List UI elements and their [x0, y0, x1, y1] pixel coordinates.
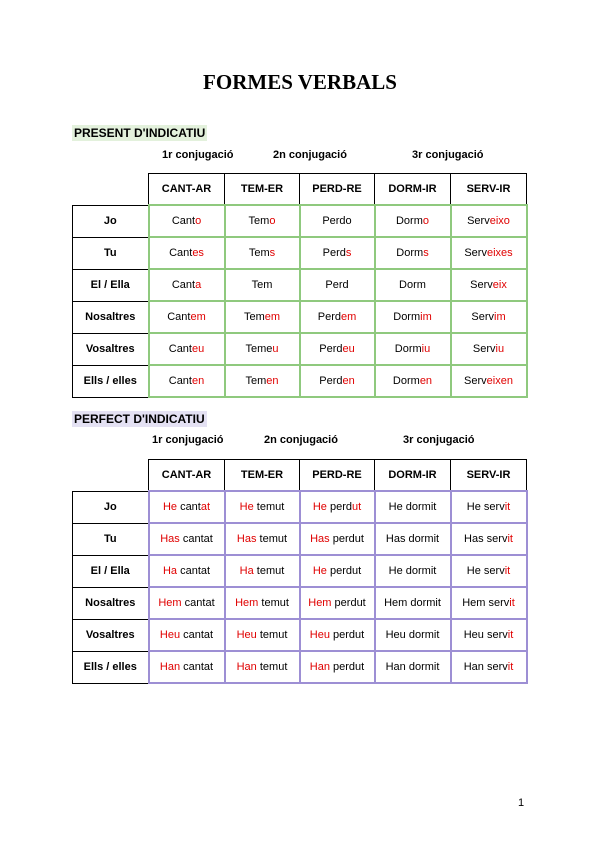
verb-stem: Cant: [171, 279, 196, 291]
verb-ending: iu: [421, 343, 431, 355]
verb-header: TEM-ER: [225, 174, 300, 206]
table-row: [73, 205, 527, 237]
verb-form-cell: [149, 491, 225, 523]
pronoun-cell: Tu: [73, 237, 149, 269]
verb-form-cell: [225, 269, 300, 301]
participle: temut: [259, 533, 288, 545]
verb-stem: Perd: [322, 247, 346, 259]
auxiliary-verb: Hem: [308, 597, 332, 609]
verb-stem: Tem: [251, 279, 273, 291]
verb-ending: u: [272, 343, 279, 355]
verb-form-cell: [375, 555, 451, 587]
verb-stem: Perdo: [322, 215, 352, 227]
pronoun-cell: Tu: [73, 523, 149, 555]
auxiliary-verb: Ha: [162, 565, 178, 577]
pronoun-cell: El / Ella: [73, 555, 149, 587]
verb-stem: Dorm: [399, 279, 426, 291]
verb-stem: Dorm: [396, 247, 424, 259]
verb-form-cell: [225, 491, 300, 523]
participle: Has serv: [464, 533, 508, 545]
verb-form-cell: [300, 587, 375, 619]
participle: He dormit: [388, 501, 437, 513]
verb-ending: em: [190, 311, 206, 323]
pronoun-cell: Vosaltres: [73, 333, 149, 365]
verb-form-cell: [451, 491, 527, 523]
verb-stem: Perd: [317, 311, 341, 323]
verb-stem: Serv: [471, 311, 494, 323]
verb-stem: Perd: [325, 279, 349, 291]
verb-ending: eix: [492, 279, 507, 291]
table-row: [73, 269, 527, 301]
participle: Heu dormit: [385, 629, 440, 641]
auxiliary-verb: Hem: [235, 597, 259, 609]
verb-form-cell: [375, 523, 451, 555]
participle: Han serv: [463, 661, 508, 673]
present-conj-1: 1r conjugació: [162, 149, 234, 161]
verb-form-cell: [451, 619, 527, 651]
verb-stem: Tem: [248, 215, 270, 227]
verb-form-cell: [225, 523, 300, 555]
participle-ending: it: [509, 597, 515, 609]
verb-stem: Cant: [169, 247, 193, 259]
participle-ending: it: [504, 501, 511, 513]
present-header-row: [73, 174, 527, 206]
verb-stem: Serv: [467, 215, 490, 227]
participle: perdut: [334, 597, 366, 609]
verb-ending: o: [422, 215, 429, 227]
participle: temut: [256, 501, 285, 513]
participle-ending: ut: [351, 501, 362, 513]
verb-header: DORM-IR: [375, 460, 451, 492]
auxiliary-verb: Han: [159, 661, 181, 673]
present-conj-2: 2n conjugació: [273, 149, 347, 161]
verb-form-cell: [375, 619, 451, 651]
perfect-header-row: [73, 460, 527, 492]
verb-form-cell: [225, 205, 300, 237]
participle: cantat: [183, 661, 214, 673]
participle: temut: [261, 597, 289, 609]
verb-ending: s: [345, 247, 352, 259]
verb-form-cell: [149, 333, 225, 365]
verb-ending: en: [342, 375, 355, 387]
verb-stem: Tem: [245, 375, 267, 387]
verb-form-cell: [149, 365, 225, 397]
verb-header: SERV-IR: [451, 174, 527, 206]
verb-stem: Serv: [470, 279, 493, 291]
verb-form-cell: [225, 333, 300, 365]
verb-form-cell: [451, 205, 527, 237]
verb-form-cell: [451, 555, 527, 587]
verb-form-cell: [300, 491, 375, 523]
auxiliary-verb: Heu: [309, 629, 330, 641]
participle: Has dormit: [385, 533, 440, 545]
table-row: [73, 523, 527, 555]
auxiliary-verb: Has: [160, 533, 180, 545]
verb-form-cell: [451, 365, 527, 397]
verb-form-cell: [225, 619, 300, 651]
page-number: 1: [518, 797, 525, 809]
verb-form-cell: [149, 587, 225, 619]
verb-form-cell: [300, 555, 375, 587]
pronoun-cell: Ells / elles: [73, 651, 149, 683]
verb-ending: en: [266, 375, 279, 387]
verb-form-cell: [451, 301, 527, 333]
verb-form-cell: [375, 237, 451, 269]
table-row: [73, 651, 527, 683]
verb-stem: Dorm: [393, 311, 421, 323]
verb-form-cell: [225, 237, 300, 269]
participle: cant: [180, 501, 201, 513]
verb-ending: iu: [495, 343, 505, 355]
verb-form-cell: [375, 587, 451, 619]
verb-form-cell: [451, 587, 527, 619]
auxiliary-verb: Heu: [159, 629, 181, 641]
verb-form-cell: [149, 523, 225, 555]
table-row: [73, 237, 527, 269]
verb-form-cell: [225, 365, 300, 397]
verb-header: TEM-ER: [225, 460, 300, 492]
verb-form-cell: [225, 555, 300, 587]
table-row: [73, 301, 527, 333]
perfect-conj-1: 1r conjugació: [152, 434, 224, 446]
table-row: [73, 491, 527, 523]
verb-form-cell: [300, 365, 375, 397]
verb-header: PERD-RE: [300, 460, 375, 492]
verb-stem: Cant: [171, 215, 196, 227]
verb-stem: Teme: [245, 343, 273, 355]
auxiliary-verb: Hem: [158, 597, 182, 609]
verb-stem: Tem: [243, 311, 265, 323]
participle: cantat: [184, 597, 215, 609]
verb-stem: Perd: [319, 375, 343, 387]
verb-stem: Dorm: [394, 343, 422, 355]
participle: temut: [256, 565, 285, 577]
pronoun-cell: Nosaltres: [73, 587, 149, 619]
verb-ending: eixo: [489, 215, 510, 227]
verb-form-cell: [300, 205, 375, 237]
participle: Heu serv: [463, 629, 508, 641]
pronoun-cell: Nosaltres: [73, 301, 149, 333]
verb-ending: o: [195, 215, 202, 227]
verb-form-cell: [375, 205, 451, 237]
empty-corner: [73, 174, 149, 206]
pronoun-cell: Ells / elles: [73, 365, 149, 397]
verb-form-cell: [375, 301, 451, 333]
pronoun-cell: Jo: [73, 205, 149, 237]
verb-form-cell: [451, 333, 527, 365]
perfect-conj-3: 3r conjugació: [403, 434, 475, 446]
present-table: [72, 173, 528, 398]
pronoun-cell: Vosaltres: [73, 619, 149, 651]
verb-form-cell: [225, 301, 300, 333]
perfect-conj-2: 2n conjugació: [264, 434, 338, 446]
verb-ending: em: [340, 311, 357, 323]
table-row: [73, 365, 527, 397]
verb-ending: im: [494, 311, 506, 323]
auxiliary-verb: Has: [236, 533, 257, 545]
verb-form-cell: [149, 301, 225, 333]
participle-ending: it: [507, 629, 514, 641]
verb-form-cell: [300, 619, 375, 651]
verb-header: SERV-IR: [451, 460, 527, 492]
participle: cantat: [180, 565, 211, 577]
verb-form-cell: [375, 491, 451, 523]
verb-ending: eixes: [486, 247, 513, 259]
verb-form-cell: [300, 651, 375, 683]
verb-stem: Serv: [464, 375, 487, 387]
empty-corner: [73, 460, 149, 492]
verb-ending: eu: [192, 343, 205, 355]
verb-stem: Serv: [472, 343, 496, 355]
verb-form-cell: [149, 651, 225, 683]
verb-stem: Serv: [464, 247, 487, 259]
participle: temut: [259, 661, 288, 673]
verb-ending: en: [419, 375, 433, 387]
auxiliary-verb: Has: [310, 533, 330, 545]
present-section-label: PRESENT D'INDICATIU: [74, 126, 206, 140]
verb-form-cell: [149, 619, 225, 651]
verb-form-cell: [451, 523, 527, 555]
participle-ending: it: [504, 565, 511, 577]
verb-form-cell: [300, 301, 375, 333]
verb-form-cell: [149, 237, 225, 269]
verb-stem: Dorm: [392, 375, 420, 387]
participle: Hem dormit: [384, 597, 441, 609]
participle: He serv: [466, 501, 505, 513]
verb-ending: s: [423, 247, 429, 259]
participle: Han dormit: [385, 661, 440, 673]
verb-ending: en: [192, 375, 205, 387]
verb-form-cell: [300, 523, 375, 555]
participle-ending: it: [507, 533, 513, 545]
auxiliary-verb: Han: [236, 661, 257, 673]
verb-ending: es: [192, 247, 204, 259]
verb-header: PERD-RE: [300, 174, 375, 206]
participle: perdut: [333, 629, 365, 641]
verb-header: DORM-IR: [375, 174, 451, 206]
perfect-table: [72, 459, 528, 684]
verb-header: CANT-AR: [149, 460, 225, 492]
verb-stem: Cant: [168, 343, 192, 355]
verb-stem: Perd: [319, 343, 343, 355]
participle: Hem serv: [462, 597, 510, 609]
participle-ending: at: [200, 501, 211, 513]
table-row: [73, 555, 527, 587]
participle: perdut: [332, 533, 364, 545]
verb-stem: Dorm: [395, 215, 423, 227]
participle: He dormit: [388, 565, 437, 577]
verb-form-cell: [149, 555, 225, 587]
auxiliary-verb: Han: [309, 661, 330, 673]
participle: He serv: [466, 565, 505, 577]
present-conj-3: 3r conjugació: [412, 149, 484, 161]
verb-form-cell: [149, 269, 225, 301]
verb-form-cell: [451, 651, 527, 683]
verb-form-cell: [225, 651, 300, 683]
auxiliary-verb: Ha: [239, 565, 254, 577]
participle: perdut: [333, 661, 365, 673]
verb-ending: s: [269, 247, 276, 259]
participle: temut: [259, 629, 288, 641]
auxiliary-verb: He: [312, 565, 327, 577]
verb-form-cell: [375, 365, 451, 397]
verb-form-cell: [375, 651, 451, 683]
verb-form-cell: [300, 333, 375, 365]
auxiliary-verb: He: [162, 501, 177, 513]
verb-form-cell: [375, 269, 451, 301]
verb-ending: im: [420, 311, 432, 323]
participle-ending: it: [507, 661, 514, 673]
verb-form-cell: [375, 333, 451, 365]
perfect-section-label: PERFECT D'INDICATIU: [74, 412, 205, 426]
verb-ending: eu: [342, 343, 355, 355]
page-title: FORMES VERBALS: [203, 70, 397, 94]
verb-stem: Tem: [248, 247, 270, 259]
verb-ending: eixen: [486, 375, 513, 387]
verb-form-cell: [300, 269, 375, 301]
participle: cantat: [182, 533, 213, 545]
participle: perd: [329, 501, 352, 513]
pronoun-cell: El / Ella: [73, 269, 149, 301]
auxiliary-verb: He: [239, 501, 254, 513]
participle: cantat: [183, 629, 214, 641]
verb-stem: Cant: [167, 311, 191, 323]
verb-ending: o: [269, 215, 276, 227]
verb-stem: Cant: [168, 375, 192, 387]
verb-ending: em: [264, 311, 281, 323]
verb-form-cell: [451, 237, 527, 269]
verb-form-cell: [451, 269, 527, 301]
verb-ending: a: [195, 279, 202, 291]
participle: perdut: [329, 565, 362, 577]
pronoun-cell: Jo: [73, 491, 149, 523]
auxiliary-verb: He: [312, 501, 327, 513]
table-row: [73, 333, 527, 365]
table-row: [73, 619, 527, 651]
verb-form-cell: [300, 237, 375, 269]
table-row: [73, 587, 527, 619]
verb-form-cell: [225, 587, 300, 619]
verb-form-cell: [149, 205, 225, 237]
auxiliary-verb: Heu: [236, 629, 257, 641]
verb-header: CANT-AR: [149, 174, 225, 206]
